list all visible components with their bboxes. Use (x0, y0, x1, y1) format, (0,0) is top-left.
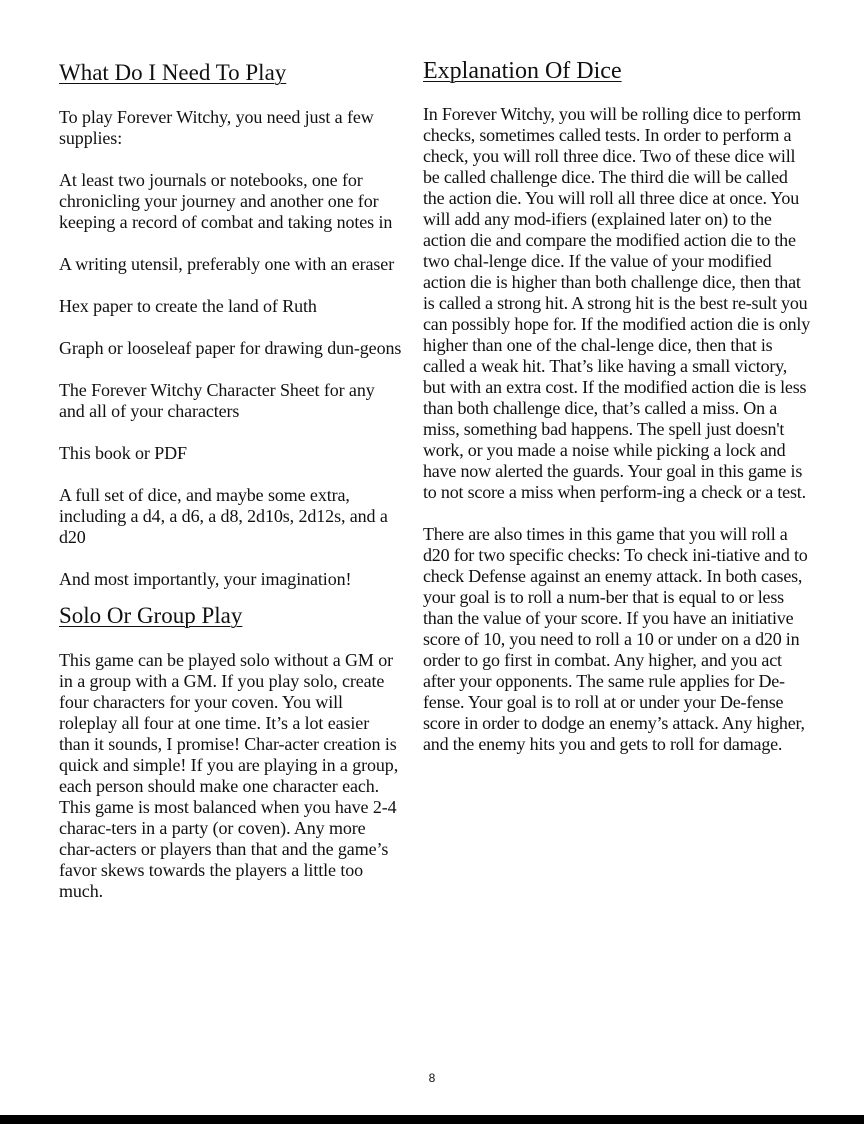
supply-item-character-sheet: The Forever Witchy Character Sheet for any and all of your characters (59, 380, 375, 421)
bottom-bar (0, 1115, 864, 1124)
dice-paragraph-d20: There are also times in this game that you will roll a d20 for two specific checks: To check ini-tiative and to check Defense against an enemy attack. In both cases, your goal is to roll a num-ber that is equal to or less than the value of your score. If you have an initiative score of 10, you need to roll a 10 or under on a d20 in order to go first in combat. Any higher, and you act after your opponents. The same rule applies for De-fense. Your goal is to roll at or under your De-fense score in order to dodge an enemy’s attack. Any higher, and the enemy hits you and gets to roll for damage. (423, 524, 808, 754)
supply-item-journals: At least two journals or notebooks, one for chronicling your journey and another one for keeping a record of combat and taking notes in (59, 170, 393, 232)
page-number: 8 (428, 1071, 436, 1085)
intro-paragraph: To play Forever Witchy, you need just a few supplies: (59, 107, 374, 148)
right-column (423, 56, 813, 755)
left-column (59, 56, 404, 902)
heading-what-do-i-need: What Do I Need To Play (59, 60, 287, 85)
supply-item-writing-utensil: A writing utensil, preferably one with an eraser (59, 254, 395, 274)
dice-paragraph-checks: In Forever Witchy, you will be rolling dice to perform checks, sometimes called tests. In order to perform a check, you will roll three dice. Two of these dice will be called challenge dice. The third die will be called the action die. You will roll all three dice at once. You will add any mod-ifiers (explained later on) to the action die and compare the modified action die to the two chal-lenge dice. If the value of your modified action die is higher than both challenge dice, then that is called a strong hit. A strong hit is the best re-sult you can possibly hope for. If the modified action die is only higher than one of the chal-lenge dice, then that is called a weak hit. That’s like having a small victory, but with an extra cost. If the modified action die is less than both challenge dice, that’s called a miss. On a miss, something bad happens. The spell just doesn't work, or you made a noise while picking a lock and have now alerted the guards. Your goal in this game is to not score a miss when perform-ing a check or a test. (423, 104, 811, 502)
supply-item-dice: A full set of dice, and maybe some extra, including a d4, a d6, a d8, 2d10s, 2d12s, and a d20 (59, 485, 388, 547)
supply-item-imagination: And most importantly, your imagination! (59, 569, 352, 589)
heading-solo-or-group: Solo Or Group Play (59, 603, 243, 628)
heading-explanation-of-dice: Explanation Of Dice (423, 58, 622, 84)
supply-item-graph-paper: Graph or looseleaf paper for drawing dun-geons (59, 338, 402, 358)
supply-item-hex-paper: Hex paper to create the land of Ruth (59, 296, 317, 316)
supply-item-book: This book or PDF (59, 443, 187, 463)
solo-group-paragraph: This game can be played solo without a GM or in a group with a GM. If you play solo, create four characters for your coven. You will roleplay all four at one time. It’s a lot easier than it sounds, I promise! Char-acter creation is quick and simple! If you are playing in a group, each person should make one character each. This game is most balanced when you have 2-4 charac-ters in a party (or coven). Any more char-acters or players than that and the game’s favor skews towards the players a little too much. (59, 650, 399, 901)
